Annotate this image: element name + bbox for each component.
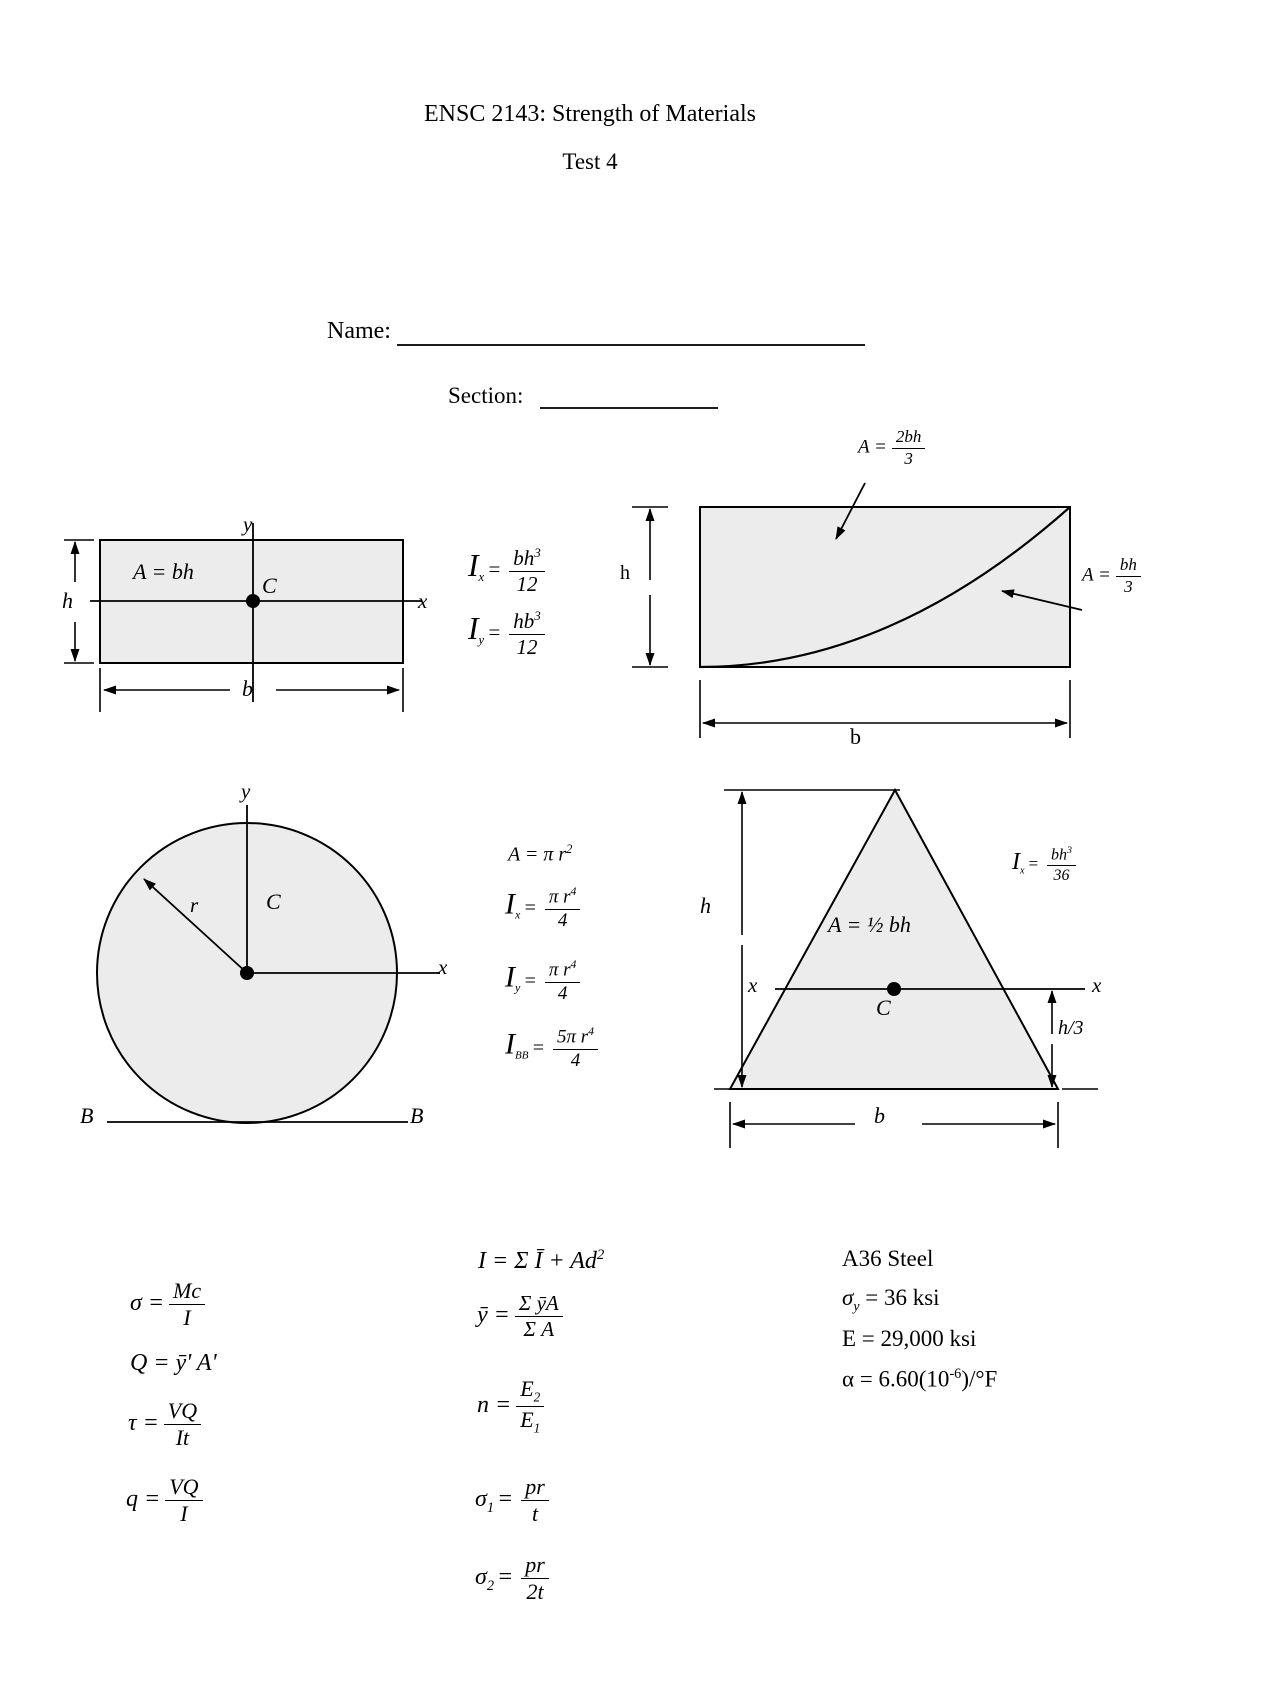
elastic-modulus-value: E = 29,000 ksi <box>842 1326 977 1351</box>
rect-centroid-label: C <box>262 573 277 598</box>
centroid-ybar-formula: ȳ = $\frac{\text{Σ ȳA}}{\text{Σ A}}$ <box>477 1292 563 1341</box>
triangle-b-dim-label: b <box>874 1103 885 1128</box>
rect-y-axis-label: y <box>243 512 253 536</box>
circle-radius-label: r <box>190 893 199 917</box>
h3-dimension <box>1052 991 1098 1089</box>
material-name: A36 Steel <box>842 1246 934 1271</box>
name-label: Name: <box>327 318 391 344</box>
circle-ibb-formula: $I_{BB}$ = $\frac{5\pi r^4}{4}$ <box>505 1026 598 1072</box>
centroid-dot <box>246 594 260 608</box>
rect-ix-formula: $I_x$ = $\frac{bh^3}{12}$ <box>468 546 545 596</box>
circle-y-axis-label: y <box>241 779 251 803</box>
triangle-h-dim-label: h <box>700 893 711 918</box>
shear-stress-formula: τ = $\frac{VQ}{It}$ <box>128 1399 201 1450</box>
circle-figure <box>40 760 480 1160</box>
b-dimension <box>730 1102 1058 1148</box>
modular-ratio-formula: n = $\frac{E_2}{E_1}$ <box>477 1377 544 1436</box>
circle-iy-formula: $I_y$ = $\frac{\pi r^4}{4}$ <box>505 959 580 1005</box>
spandrel-upper-area-label: A = $\frac{2bh}{3}$ <box>858 428 925 468</box>
spandrel-b-dim-label: b <box>850 724 861 749</box>
first-moment-formula: Q = ȳ' A' <box>130 1350 217 1376</box>
name-blank-line <box>397 344 865 346</box>
section-blank-line <box>540 407 718 409</box>
centroid-dot <box>887 982 901 996</box>
spandrel-lower-area-label: A = $\frac{bh}{3}$ <box>1082 556 1141 596</box>
triangle-figure <box>660 740 1220 1160</box>
triangle-x-axis-label-right: x <box>1092 973 1102 997</box>
page-subtitle: Test 4 <box>562 149 618 174</box>
hoop-stress-formula: $\sigma_1$ = $\frac{pr}{t}$ <box>475 1475 549 1526</box>
tangent-label-B-right: B <box>410 1103 424 1128</box>
thermal-expansion-value: $\alpha = 6.60(10^{-6})/^\circ F$ <box>842 1366 998 1392</box>
triangle-h3-dim-label: h/3 <box>1058 1017 1084 1039</box>
rectangle-figure <box>30 510 480 730</box>
triangle-ix-formula: $I_x$ = $\frac{bh^3}{36}$ <box>1012 846 1076 885</box>
tangent-label-B-left: B <box>80 1103 94 1128</box>
circle-x-axis-label: x <box>438 955 448 979</box>
rect-b-dim-label: b <box>242 676 253 701</box>
page-title: ENSC 2143: Strength of Materials <box>424 101 756 127</box>
triangle-centroid-label: C <box>876 995 891 1020</box>
triangle-area-label: A = ½ bh <box>828 912 911 937</box>
triangle-shape <box>730 790 1058 1089</box>
rect-area-label: A = bh <box>133 559 194 584</box>
spandrel-h-dim-label: h <box>620 562 630 584</box>
circle-area-formula: A = π $r^2$ <box>508 842 573 866</box>
b-dimension <box>700 680 1070 738</box>
parallel-axis-formula: I = Σ Ī + $Ad^2$ <box>478 1247 605 1274</box>
circle-ix-formula: $I_x$ = $\frac{\pi r^4}{4}$ <box>505 886 580 932</box>
h-dimension <box>632 507 668 667</box>
bending-stress-formula: σ = $\frac{Mc}{I}$ <box>130 1279 205 1330</box>
circle-centroid-label: C <box>266 889 281 914</box>
yield-strength-value: $\sigma_y = 36$ ksi <box>842 1285 940 1314</box>
longitudinal-stress-formula: $\sigma_2$ = $\frac{pr}{2t}$ <box>475 1553 549 1604</box>
section-label: Section: <box>448 383 524 408</box>
shear-flow-formula: q = $\frac{VQ}{I}$ <box>126 1475 203 1526</box>
spandrel-rect-shape <box>700 507 1070 667</box>
rect-iy-formula: $I_y$ = $\frac{hb^3}{12}$ <box>468 609 545 659</box>
centroid-dot <box>240 966 254 980</box>
rect-h-dim-label: h <box>62 588 73 613</box>
rect-x-axis-label: x <box>418 589 428 613</box>
triangle-x-axis-label-left: x <box>748 973 758 997</box>
